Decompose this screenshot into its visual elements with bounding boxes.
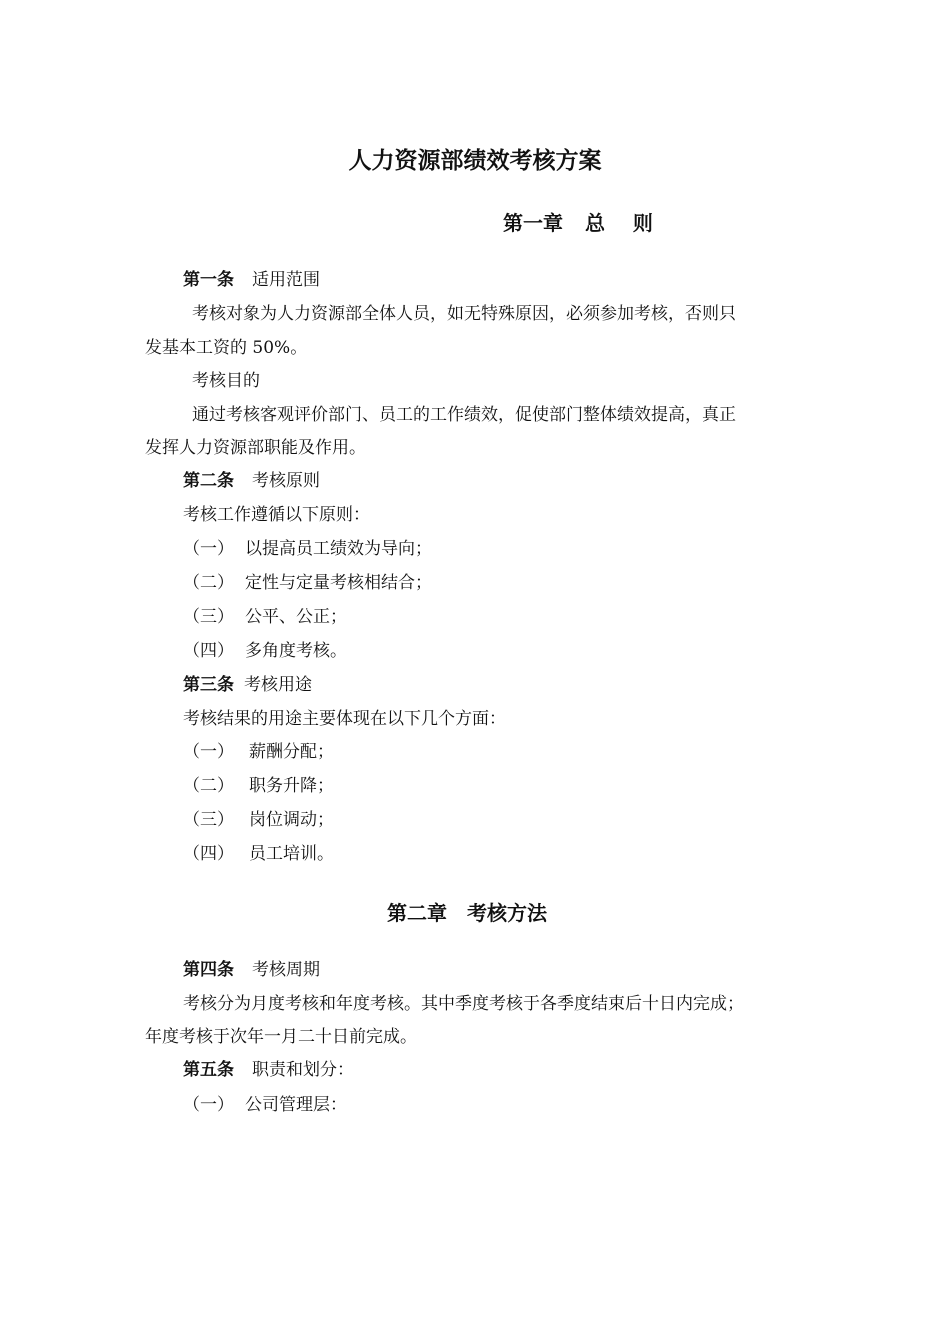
list-item [183, 774, 334, 798]
chapter-1-name: 总 则 [585, 211, 653, 235]
article-3-label: 第三条 [183, 675, 234, 695]
chapter-2-name: 考核方法 [467, 901, 547, 925]
list-item [183, 571, 432, 595]
paragraph-purpose-heading: 考核目的 [192, 371, 260, 391]
article-1-label: 第一条 [183, 270, 234, 290]
article-4-heading [183, 958, 320, 982]
list-item [183, 605, 347, 629]
list-item-number: （一） [183, 742, 234, 762]
article-1-name: 适用范围 [252, 270, 320, 290]
list-item-number: （二） [183, 573, 234, 593]
paragraph-scope-line1: 考核对象为人力资源部全体人员，如无特殊原因，必须参加考核，否则只 [192, 304, 736, 324]
list-item-number: （三） [183, 810, 234, 830]
list-item-text: 以提高员工绩效为导向； [245, 539, 432, 559]
list-item-text: 薪酬分配； [249, 742, 334, 762]
list-item-number: （三） [183, 607, 234, 627]
article-5-label: 第五条 [183, 1060, 234, 1080]
paragraph-scope-line2: 发基本工资的 50%。 [145, 338, 308, 358]
list-item-text: 定性与定量考核相结合； [245, 573, 432, 593]
chapter-1-number: 第一章 [503, 211, 563, 235]
article-4-label: 第四条 [183, 960, 234, 980]
paragraph-cycle-line2: 年度考核于次年一月二十日前完成。 [145, 1027, 417, 1047]
list-item-text: 公司管理层： [245, 1095, 347, 1115]
article-5-heading [183, 1058, 354, 1082]
list-item [183, 639, 347, 663]
list-item-number: （一） [183, 1095, 234, 1115]
list-item-text: 员工培训。 [249, 844, 334, 864]
article-1-heading [183, 268, 320, 292]
chapter-2-heading [387, 900, 547, 926]
chapter-1-heading [503, 210, 653, 236]
article-4-name: 考核周期 [252, 960, 320, 980]
list-item-text: 职务升降； [249, 776, 334, 796]
article-2-name: 考核原则 [252, 471, 320, 491]
article-2-heading [183, 469, 320, 493]
paragraph-uses-intro: 考核结果的用途主要体现在以下几个方面： [183, 709, 506, 729]
article-2-label: 第二条 [183, 471, 234, 491]
list-item-text: 公平、公正； [245, 607, 347, 627]
list-item [183, 1093, 347, 1117]
list-item [183, 842, 334, 866]
paragraph-purpose-line1: 通过考核客观评价部门、员工的工作绩效，促使部门整体绩效提高，真正 [192, 405, 736, 425]
article-5-name: 职责和划分： [252, 1060, 354, 1080]
list-item-number: （四） [183, 641, 234, 661]
paragraph-cycle-line1: 考核分为月度考核和年度考核。其中季度考核于各季度结束后十日内完成； [183, 994, 744, 1014]
list-item-text: 多角度考核。 [245, 641, 347, 661]
document-title: 人力资源部绩效考核方案 [348, 147, 602, 174]
paragraph-principles-intro: 考核工作遵循以下原则： [183, 505, 370, 525]
paragraph-purpose-line2: 发挥人力资源部职能及作用。 [145, 438, 366, 458]
list-item-text: 岗位调动； [249, 810, 334, 830]
list-item [183, 808, 334, 832]
list-item [183, 537, 432, 561]
list-item-number: （一） [183, 539, 234, 559]
chapter-2-number: 第二章 [387, 901, 447, 925]
article-3-heading [183, 673, 312, 697]
article-3-name: 考核用途 [244, 675, 312, 695]
list-item-number: （四） [183, 844, 234, 864]
list-item [183, 740, 334, 764]
list-item-number: （二） [183, 776, 234, 796]
